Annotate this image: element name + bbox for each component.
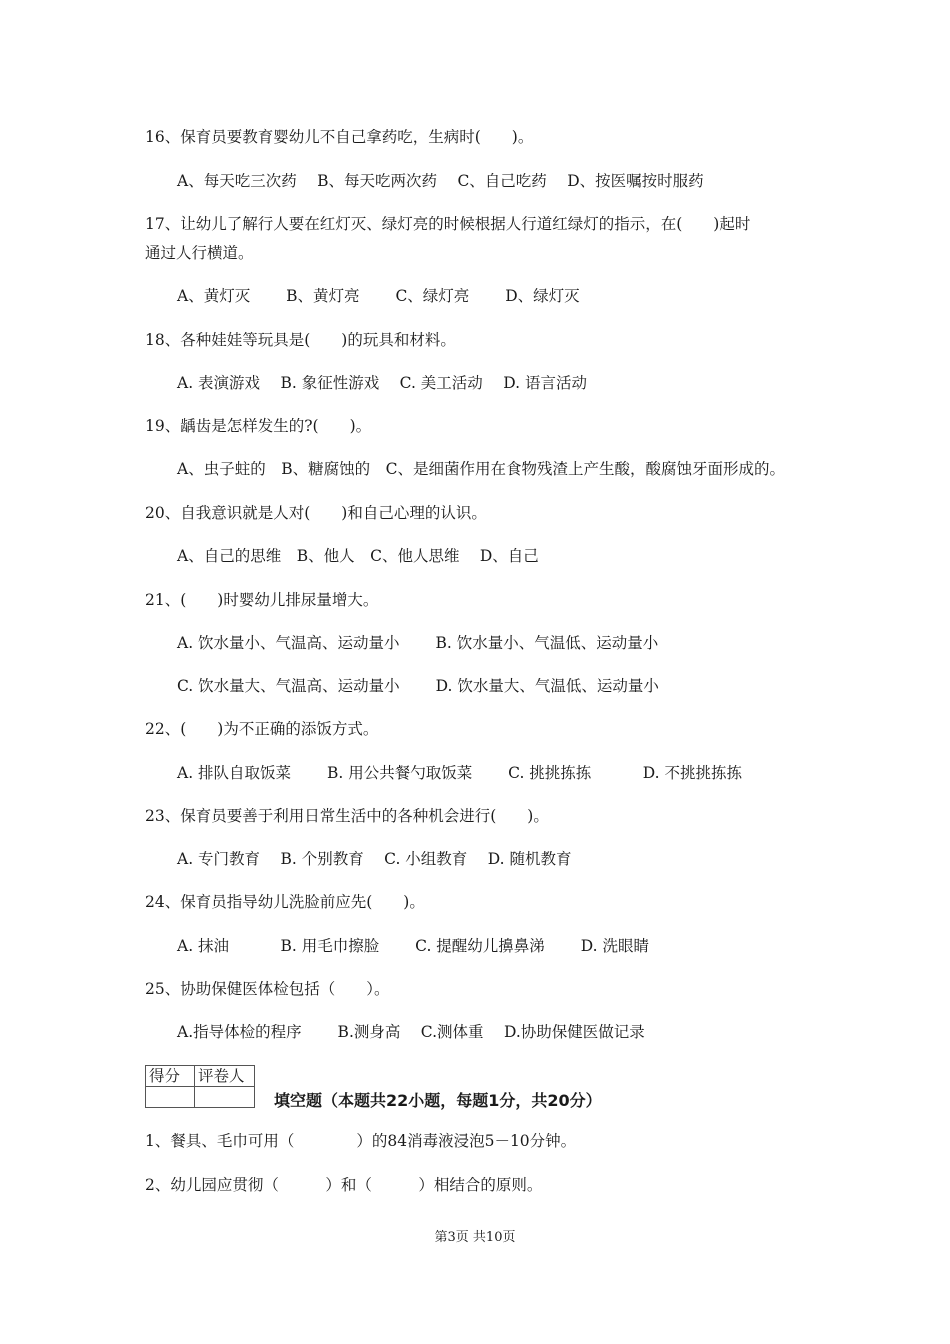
section-title: 填空题（本题共22小题，每题1分，共20分）: [274, 1091, 602, 1110]
score-table: [145, 1065, 255, 1108]
question-18-options: A. 表演游戏 B. 象征性游戏 C. 美工活动 D. 语言活动: [177, 374, 587, 392]
question-24-options: A. 抹油 B. 用毛巾擦脸 C. 提醒幼儿擤鼻涕 D. 洗眼睛: [177, 937, 649, 955]
question-23-options: A. 专门教育 B. 个别教育 C. 小组教育 D. 随机教育: [177, 850, 572, 868]
question-16-options: A、每天吃三次药 B、每天吃两次药 C、自己吃药 D、按医嘱按时服药: [177, 172, 704, 190]
question-21-options-2: C. 饮水量大、气温高、运动量小 D. 饮水量大、气温低、运动量小: [177, 677, 659, 695]
question-22-options: A. 排队自取饭菜 B. 用公共餐勺取饭菜 C. 挑挑拣拣 D. 不挑挑拣拣: [177, 764, 742, 782]
score-cell: [146, 1087, 195, 1108]
question-16-stem: 16、保育员要教育婴幼儿不自己拿药吃，生病时( )。: [145, 128, 534, 146]
question-25-options: A.指导体检的程序 B.测身高 C.测体重 D.协助保健医做记录: [177, 1023, 645, 1041]
fill-question-2: 2、幼儿园应贯彻（ ）和（ ）相结合的原则。: [145, 1176, 543, 1194]
question-21-options-1: A. 饮水量小、气温高、运动量小 B. 饮水量小、气温低、运动量小: [177, 634, 659, 652]
question-18-stem: 18、各种娃娃等玩具是( )的玩具和材料。: [145, 331, 456, 349]
grader-header: 评卷人: [195, 1066, 255, 1087]
question-20-options: A、自己的思维 B、他人 C、他人思维 D、自己: [177, 547, 539, 565]
score-header: 得分: [146, 1066, 195, 1087]
question-23-stem: 23、保育员要善于利用日常生活中的各种机会进行( )。: [145, 807, 549, 825]
question-17-stem: 17、让幼儿了解行人要在红灯灭、绿灯亮的时候根据人行道红绿灯的指示，在( )起时: [145, 215, 751, 233]
question-20-stem: 20、自我意识就是人对( )和自己心理的认识。: [145, 504, 487, 522]
question-21-stem: 21、( )时婴幼儿排尿量增大。: [145, 591, 379, 609]
fill-question-1: 1、餐具、毛巾可用（ ）的84消毒液浸泡5－10分钟。: [145, 1132, 577, 1150]
question-24-stem: 24、保育员指导幼儿洗脸前应先( )。: [145, 893, 425, 911]
page-footer: 第3页 共10页: [434, 1230, 516, 1245]
grader-cell: [195, 1087, 255, 1108]
question-22-stem: 22、( )为不正确的添饭方式。: [145, 720, 379, 738]
question-17-stem-cont: 通过人行横道。: [145, 244, 254, 262]
question-19-stem: 19、龋齿是怎样发生的?( )。: [145, 417, 372, 435]
question-25-stem: 25、协助保健医体检包括（ ）。: [145, 980, 390, 998]
question-19-options: A、虫子蛀的 B、糖腐蚀的 C、是细菌作用在食物残渣上产生酸，酸腐蚀牙面形成的。: [177, 460, 785, 478]
question-17-options: A、黄灯灭 B、黄灯亮 C、绿灯亮 D、绿灯灭: [177, 287, 580, 305]
